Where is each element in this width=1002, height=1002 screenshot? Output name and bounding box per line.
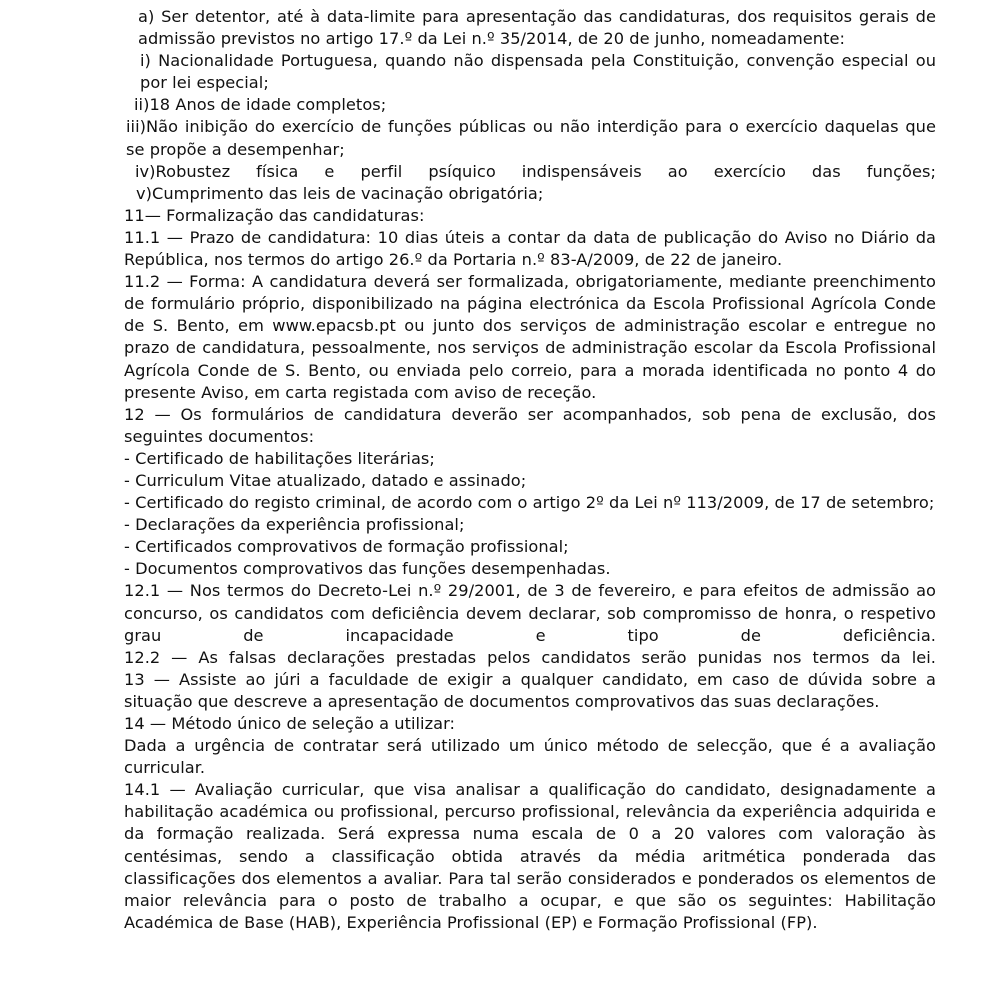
requirement-iv: iv)Robustez física e perfil psíquico indispensáveis ao exercício das funções; xyxy=(135,161,936,181)
section-11-2: 11.2 — Forma: A candidatura deverá ser formalizada, obrigatoriamente, mediante preenchimento de formulário próprio, disponibilizado na página electrónica da Escola Profissional Agrícola Conde de S. Bento, em www.epacsb.pt ou junto dos serviços de administração escolar e entregue no prazo de candidatura, pessoalmente, nos serviços de administração escolar da Escola Profissional Agrícola Conde de S. Bento, ou enviada pelo correio, para a morada identificada no ponto 4 do presente Aviso, em carta registada com aviso de receção. xyxy=(124,272,936,402)
section-13: 13 — Assiste ao júri a faculdade de exigir a qualquer candidato, em caso de dúvida sobre a situação que descreve a apresentação de documentos comprovativos das suas declarações. xyxy=(124,669,936,711)
requirement-i: i) Nacionalidade Portuguesa, quando não dispensada pela Constituição, convenção especial ou por lei especial; xyxy=(140,51,936,93)
section-11-heading: 11— Formalização das candidaturas: xyxy=(124,205,425,225)
document-item: - Certificado de habilitações literárias; xyxy=(124,448,435,468)
requirement-a: a) Ser detentor, até à data-limite para apresentação das candidaturas, dos requisitos gerais de admissão previstos no artigo 17.º da Lei n.º 35/2014, de 20 de junho, nomeadamente: xyxy=(138,7,936,49)
section-14-1: 14.1 — Avaliação curricular, que visa analisar a qualificação do candidato, designadamente a habilitação académica ou profissional, percurso profissional, relevância da experiência adquirida e da formação realizada. Será expressa numa escala de 0 a 20 valores com valoração às centésimas, sendo a classificação obtida através da média aritmética ponderada das classificações dos elementos a avaliar. Para tal serão considerados e ponderados os elementos de maior relevância para o posto de trabalho a ocupar, e que são os seguintes: Habilitação Académica de Base (HAB), Experiência Profissional (EP) e Formação Profissional (FP). xyxy=(124,780,936,932)
document-item: - Certificados comprovativos de formação profissional; xyxy=(124,537,569,557)
section-14-heading: 14 — Método único de seleção a utilizar: xyxy=(124,714,456,733)
document-item: - Certificado do registo criminal, de acordo com o artigo 2º da Lei nº 113/2009, de 17 de setembro; xyxy=(124,493,935,513)
document-page xyxy=(124,6,936,934)
section-14-paragraph: Dada a urgência de contratar será utilizado um único método de selecção, que é a avaliação curricular. xyxy=(124,736,936,778)
section-11-1: 11.1 — Prazo de candidatura: 10 dias úteis a contar da data de publicação do Aviso no Diário da República, nos termos do artigo 26.º da Portaria n.º 83-A/2009, de 22 de janeiro. xyxy=(124,227,936,270)
section-12-2: 12.2 — As falsas declarações prestadas pelos candidatos serão punidas nos termos da lei. xyxy=(124,647,936,667)
requirement-v: v)Cumprimento das leis de vacinação obrigatória; xyxy=(136,183,544,203)
section-12: 12 — Os formulários de candidatura deverão ser acompanhados, sob pena de exclusão, dos seguintes documentos: xyxy=(124,404,936,446)
section-12-1: 12.1 — Nos termos do Decreto-Lei n.º 29/2001, de 3 de fevereiro, e para efeitos de admissão ao concurso, os candidatos com deficiência devem declarar, sob compromisso de honra, o respetivo grau de incapacidade e tipo de deficiência. xyxy=(124,581,936,645)
document-item: - Curriculum Vitae atualizado, datado e assinado; xyxy=(124,470,527,490)
document-item: - Documentos comprovativos das funções desempenhadas. xyxy=(124,559,611,579)
requirement-iii: iii)Não inibição do exercício de funções públicas ou não interdição para o exercício daquelas que se propõe a desempenhar; xyxy=(126,117,936,159)
document-item: - Declarações da experiência profissional; xyxy=(124,515,465,535)
requirement-ii: ii)18 Anos de idade completos; xyxy=(134,95,387,115)
